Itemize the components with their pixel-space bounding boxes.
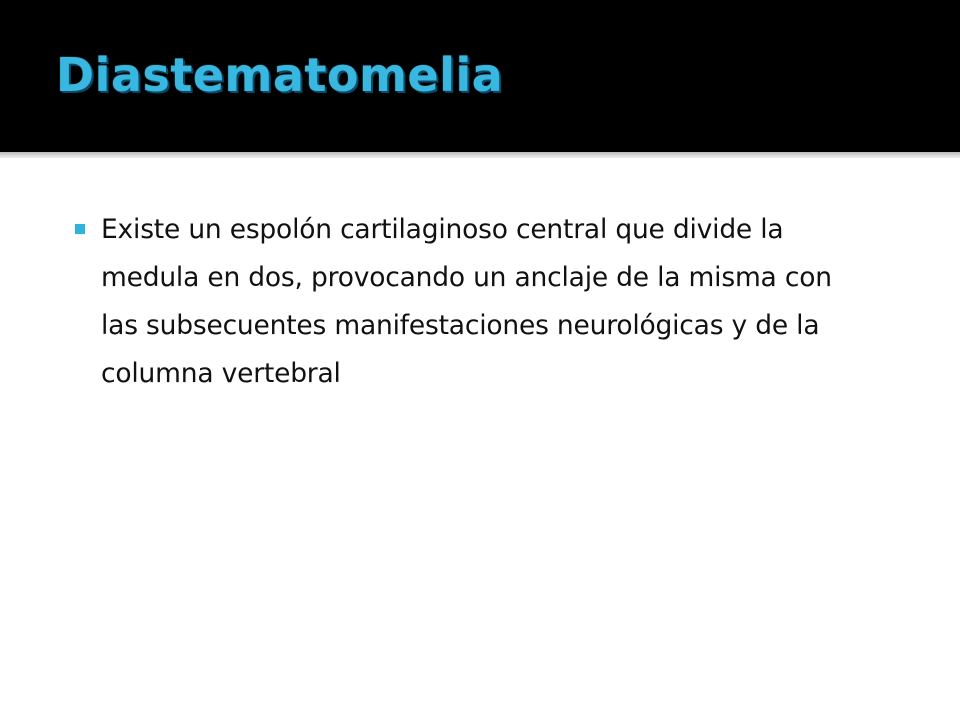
bullet-text: Existe un espolón cartilaginoso central que divide la medula en dos, provocando un anclaje de la misma con las subsecuentes manifestaciones neurológicas y de la columna vertebral <box>101 214 832 389</box>
slide-title: Diastematomelia <box>56 48 504 102</box>
title-band <box>0 0 960 152</box>
slide-content <box>0 158 960 720</box>
square-bullet-icon <box>75 224 85 234</box>
